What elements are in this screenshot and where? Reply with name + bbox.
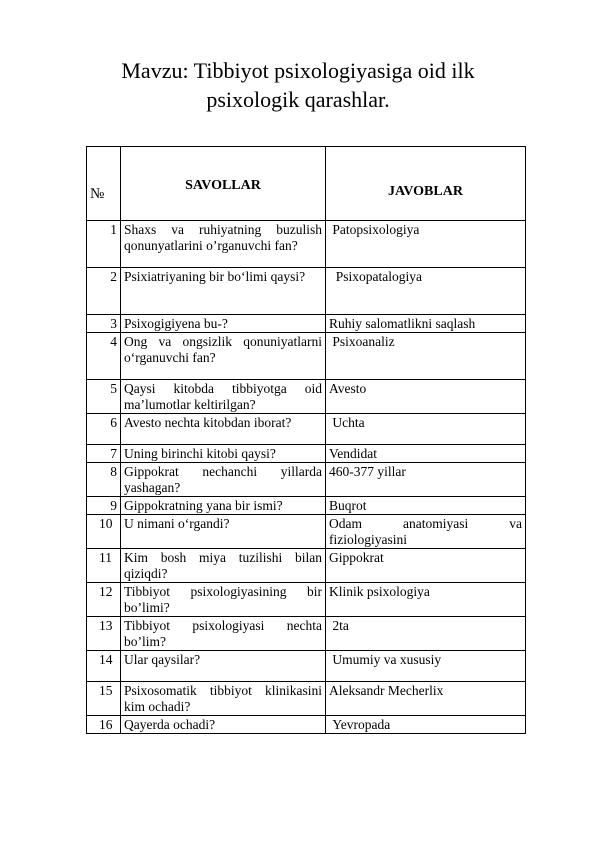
row-number: 16: [87, 716, 121, 734]
row-number: 2: [87, 268, 121, 315]
qa-table: [86, 146, 526, 734]
table-row: [87, 583, 526, 617]
question-cell: Shaxs va ruhiyatning buzulish qonunyatlarini o’rganuvchi fan?: [121, 221, 326, 268]
question-cell: Ong va ongsizlik qonuniyatlarni o‘rganuvchi fan?: [121, 333, 326, 380]
question-cell: Ular qaysilar?: [121, 651, 326, 682]
question-cell: Kim bosh miya tuzilishi bilan qiziqdi?: [121, 549, 326, 583]
answer-cell: Uchta: [326, 414, 526, 445]
answer-cell: Gippokrat: [326, 549, 526, 583]
question-cell: Psixosomatik tibbiyot klinikasini kim ochadi?: [121, 682, 326, 716]
table-row: [87, 333, 526, 380]
answer-cell: Klinik psixologiya: [326, 583, 526, 617]
question-cell: Gippokratning yana bir ismi?: [121, 497, 326, 515]
row-number: 15: [87, 682, 121, 716]
header-number: №: [87, 147, 121, 221]
table-row: [87, 497, 526, 515]
row-number: 8: [87, 463, 121, 497]
answer-cell: Odam anatomiyasi va fiziologiyasini: [326, 515, 526, 549]
answer-cell: 460-377 yillar: [326, 463, 526, 497]
table-row: [87, 221, 526, 268]
answer-cell: Yevropada: [326, 716, 526, 734]
table-row: [87, 651, 526, 682]
question-cell: Qayerda ochadi?: [121, 716, 326, 734]
table-row: [87, 549, 526, 583]
answer-cell: Psixopatalogiya: [326, 268, 526, 315]
answer-cell: Psixoanaliz: [326, 333, 526, 380]
answer-cell: Aleksandr Mecherlix: [326, 682, 526, 716]
table-row: [87, 617, 526, 651]
row-number: 7: [87, 445, 121, 463]
document-title: Mavzu: Tibbiyot psixologiyasiga oid ilk psixologik qarashlar.: [121, 58, 475, 112]
row-number: 1: [87, 221, 121, 268]
row-number: 5: [87, 380, 121, 414]
table-row: [87, 268, 526, 315]
table-header-row: [87, 147, 526, 221]
question-cell: Qaysi kitobda tibbiyotga oid ma’lumotlar keltirilgan?: [121, 380, 326, 414]
table-row: [87, 315, 526, 333]
row-number: 4: [87, 333, 121, 380]
table-row: [87, 445, 526, 463]
table-row: [87, 515, 526, 549]
answer-cell: Patopsixologiya: [326, 221, 526, 268]
row-number: 14: [87, 651, 121, 682]
question-cell: Tibbiyot psixologiyasi nechta bo’lim?: [121, 617, 326, 651]
answer-cell: Buqrot: [326, 497, 526, 515]
row-number: 6: [87, 414, 121, 445]
question-cell: Tibbiyot psixologiyasining bir bo’limi?: [121, 583, 326, 617]
answer-cell: Umumiy va xususiy: [326, 651, 526, 682]
row-number: 3: [87, 315, 121, 333]
answer-cell: Vendidat: [326, 445, 526, 463]
header-questions: SAVOLLAR: [121, 147, 326, 221]
answer-cell: Ruhiy salomatlikni saqlash: [326, 315, 526, 333]
question-cell: Psixogigiyena bu-?: [121, 315, 326, 333]
row-number: 13: [87, 617, 121, 651]
row-number: 11: [87, 549, 121, 583]
question-cell: Gippokrat nechanchi yillarda yashagan?: [121, 463, 326, 497]
table-row: [87, 414, 526, 445]
row-number: 9: [87, 497, 121, 515]
row-number: 10: [87, 515, 121, 549]
table-row: [87, 380, 526, 414]
table-body: [87, 221, 526, 734]
answer-cell: Avesto: [326, 380, 526, 414]
question-cell: U nimani o‘rgandi?: [121, 515, 326, 549]
table-row: [87, 463, 526, 497]
question-cell: Avesto nechta kitobdan iborat?: [121, 414, 326, 445]
answer-cell: 2ta: [326, 617, 526, 651]
row-number: 12: [87, 583, 121, 617]
question-cell: Uning birinchi kitobi qaysi?: [121, 445, 326, 463]
question-cell: Psixiatriyaning bir bo‘limi qaysi?: [121, 268, 326, 315]
header-answers: JAVOBLAR: [326, 147, 526, 221]
table-row: [87, 716, 526, 734]
table-row: [87, 682, 526, 716]
